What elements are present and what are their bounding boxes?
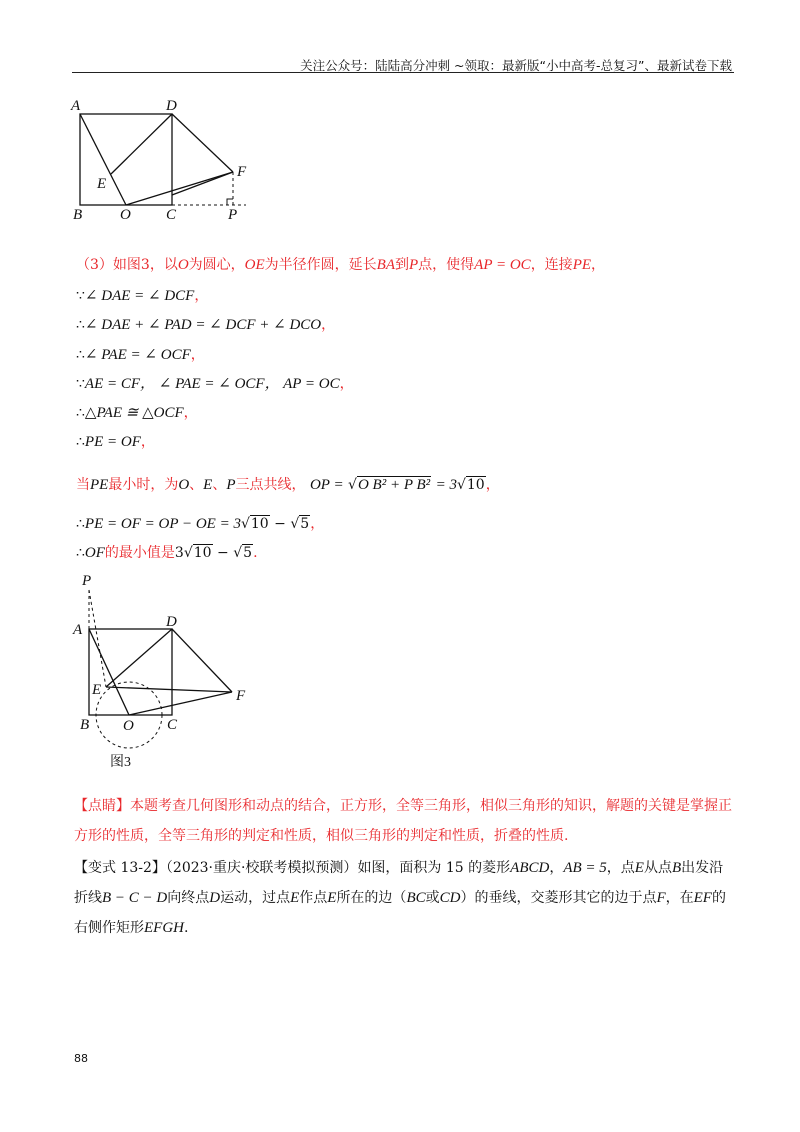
step3-line2: ∵∠ DAE = ∠ DCF，	[76, 288, 209, 304]
label-e: E	[97, 176, 107, 192]
comment-paragraph	[74, 791, 734, 851]
step3-line4: ∴∠ PAE = ∠ OCF，	[76, 347, 205, 363]
dashed-pe	[89, 590, 106, 687]
label-c-fig3: C	[167, 717, 178, 733]
step3-line5: ∵AE = CF， ∠ PAE = ∠ OCF， AP = OC，	[76, 376, 354, 392]
label-f: F	[237, 164, 247, 180]
variant-tag: 【变式 13-2】	[74, 860, 166, 876]
figure3-caption: 图3	[110, 755, 131, 770]
segment-de-fig3	[106, 629, 172, 687]
label-b: B	[73, 207, 83, 223]
label-a: A	[71, 98, 81, 114]
label-o-fig3: O	[123, 718, 134, 734]
segment-df-fig3	[172, 629, 232, 692]
page-number: 88	[74, 1052, 88, 1065]
step3-line9: ∴PE = OF = OP − OE = 3√10 − √5，	[76, 516, 325, 532]
label-d-fig3: D	[166, 614, 177, 630]
label-d: D	[166, 98, 177, 114]
label-e-fig3: E	[92, 682, 102, 698]
step3-line6: ∴△PAE ≅ △OCF，	[76, 405, 198, 421]
comment-text: 本题考查几何图形和动点的结合，正方形，全等三角形，相似三角形的知识，解题的关键是掌握正方形的性质，全等三角形的判定和性质，相似三角形的判定和性质，折叠的性质.	[74, 798, 732, 844]
label-f-fig3: F	[236, 688, 246, 704]
step3-line1: （3）如图3，以O为圆心，OE为半径作圆，延长BA到P点，使得AP = OC，连接PE，	[76, 257, 606, 273]
label-p: P	[228, 207, 238, 223]
step3-line8: 当PE最小时，为O、E、P三点共线， OP = √O B² + P B² = 3√10，	[76, 477, 500, 493]
step3-line3: ∴∠ DAE + ∠ PAD = ∠ DCF + ∠ DCO，	[76, 317, 336, 333]
label-a-fig3: A	[73, 622, 83, 638]
step3-line10: ∴OF的最小值是3√10 − √5.	[76, 545, 258, 561]
label-c: C	[166, 207, 177, 223]
step3-line7: ∴PE = OF，	[76, 434, 155, 450]
segment-of-fig3	[129, 692, 232, 715]
comment-tag: 【点睛】	[74, 798, 130, 814]
page-header: 关注公众号：陆陆高分冲刺 ~领取：最新版“小中高考-总复习”、最新试卷下载	[300, 58, 732, 73]
segment-ef-fig3	[106, 687, 232, 692]
label-b-fig3: B	[80, 717, 90, 733]
variant-paragraph: 【变式 13-2】（2023·重庆·校联考模拟预测）如图，面积为 15 的菱形ABCD，AB = 5，点E从点B出发沿折线B − C − D向终点D运动，过点E作点E所在的边（BC或CD）的垂线，交菱形其它的边于点F，在EF的右侧作矩形EFGH.	[74, 860, 726, 936]
label-p-fig3: P	[82, 573, 92, 589]
label-o: O	[120, 207, 131, 223]
